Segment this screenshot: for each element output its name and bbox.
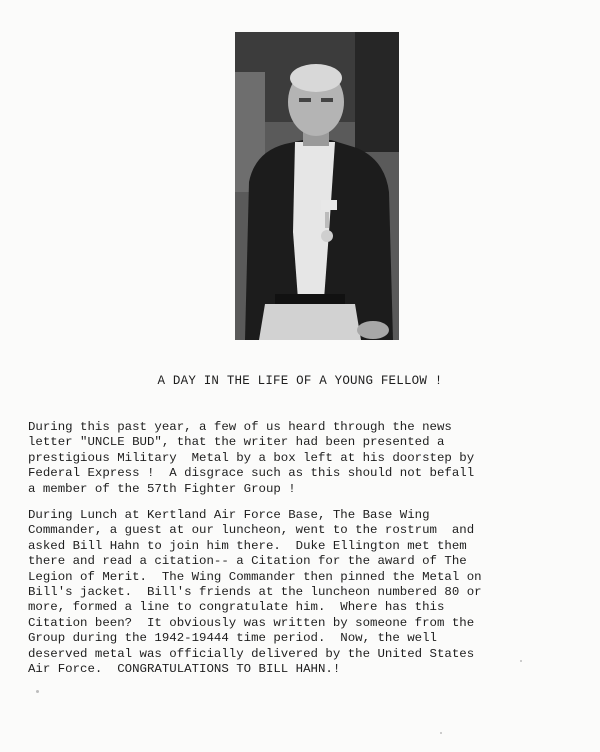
text-line: Group during the 1942-19444 time period. Now, the well xyxy=(28,631,437,646)
text-line: asked Bill Hahn to join him there. Duke Ellington met them xyxy=(28,538,467,553)
text-line: Citation been? It obviously was written by someone from the xyxy=(28,615,475,630)
text-line: more, formed a line to congratulate him. Where has this xyxy=(28,600,445,615)
text-line: Commander, a guest at our luncheon, went to the rostrum and xyxy=(28,523,475,538)
text-line: prestigious Military Metal by a box left at his doorstep by xyxy=(28,450,475,465)
paper-speck xyxy=(440,732,442,734)
paper-speck xyxy=(520,660,522,662)
text-line: Federal Express ! A disgrace such as this should not befall xyxy=(28,466,475,481)
text-line: deserved metal was officially delivered by the United States xyxy=(28,646,475,661)
text-line: During this past year, a few of us heard through the news xyxy=(28,420,452,434)
text-line: Air Force. CONGRATULATIONS TO BILL HAHN.! xyxy=(28,662,341,677)
text-line: During Lunch at Kertland Air Force Base, The Base Wing xyxy=(28,508,430,522)
paragraph-2 xyxy=(28,508,588,677)
text-line: Legion of Merit. The Wing Commander then pinned the Metal on xyxy=(28,569,482,584)
paragraph-1 xyxy=(28,420,588,497)
text-line: Bill's jacket. Bill's friends at the luncheon numbered 80 or xyxy=(28,585,482,600)
portrait-photo xyxy=(235,32,399,340)
article-title: A DAY IN THE LIFE OF A YOUNG FELLOW ! xyxy=(157,374,443,388)
paper-speck xyxy=(36,690,39,693)
text-line: letter "UNCLE BUD", that the writer had been presented a xyxy=(28,435,445,450)
text-line: there and read a citation-- a Citation for the award of The xyxy=(28,554,467,569)
text-line: a member of the 57th Fighter Group ! xyxy=(28,481,296,496)
